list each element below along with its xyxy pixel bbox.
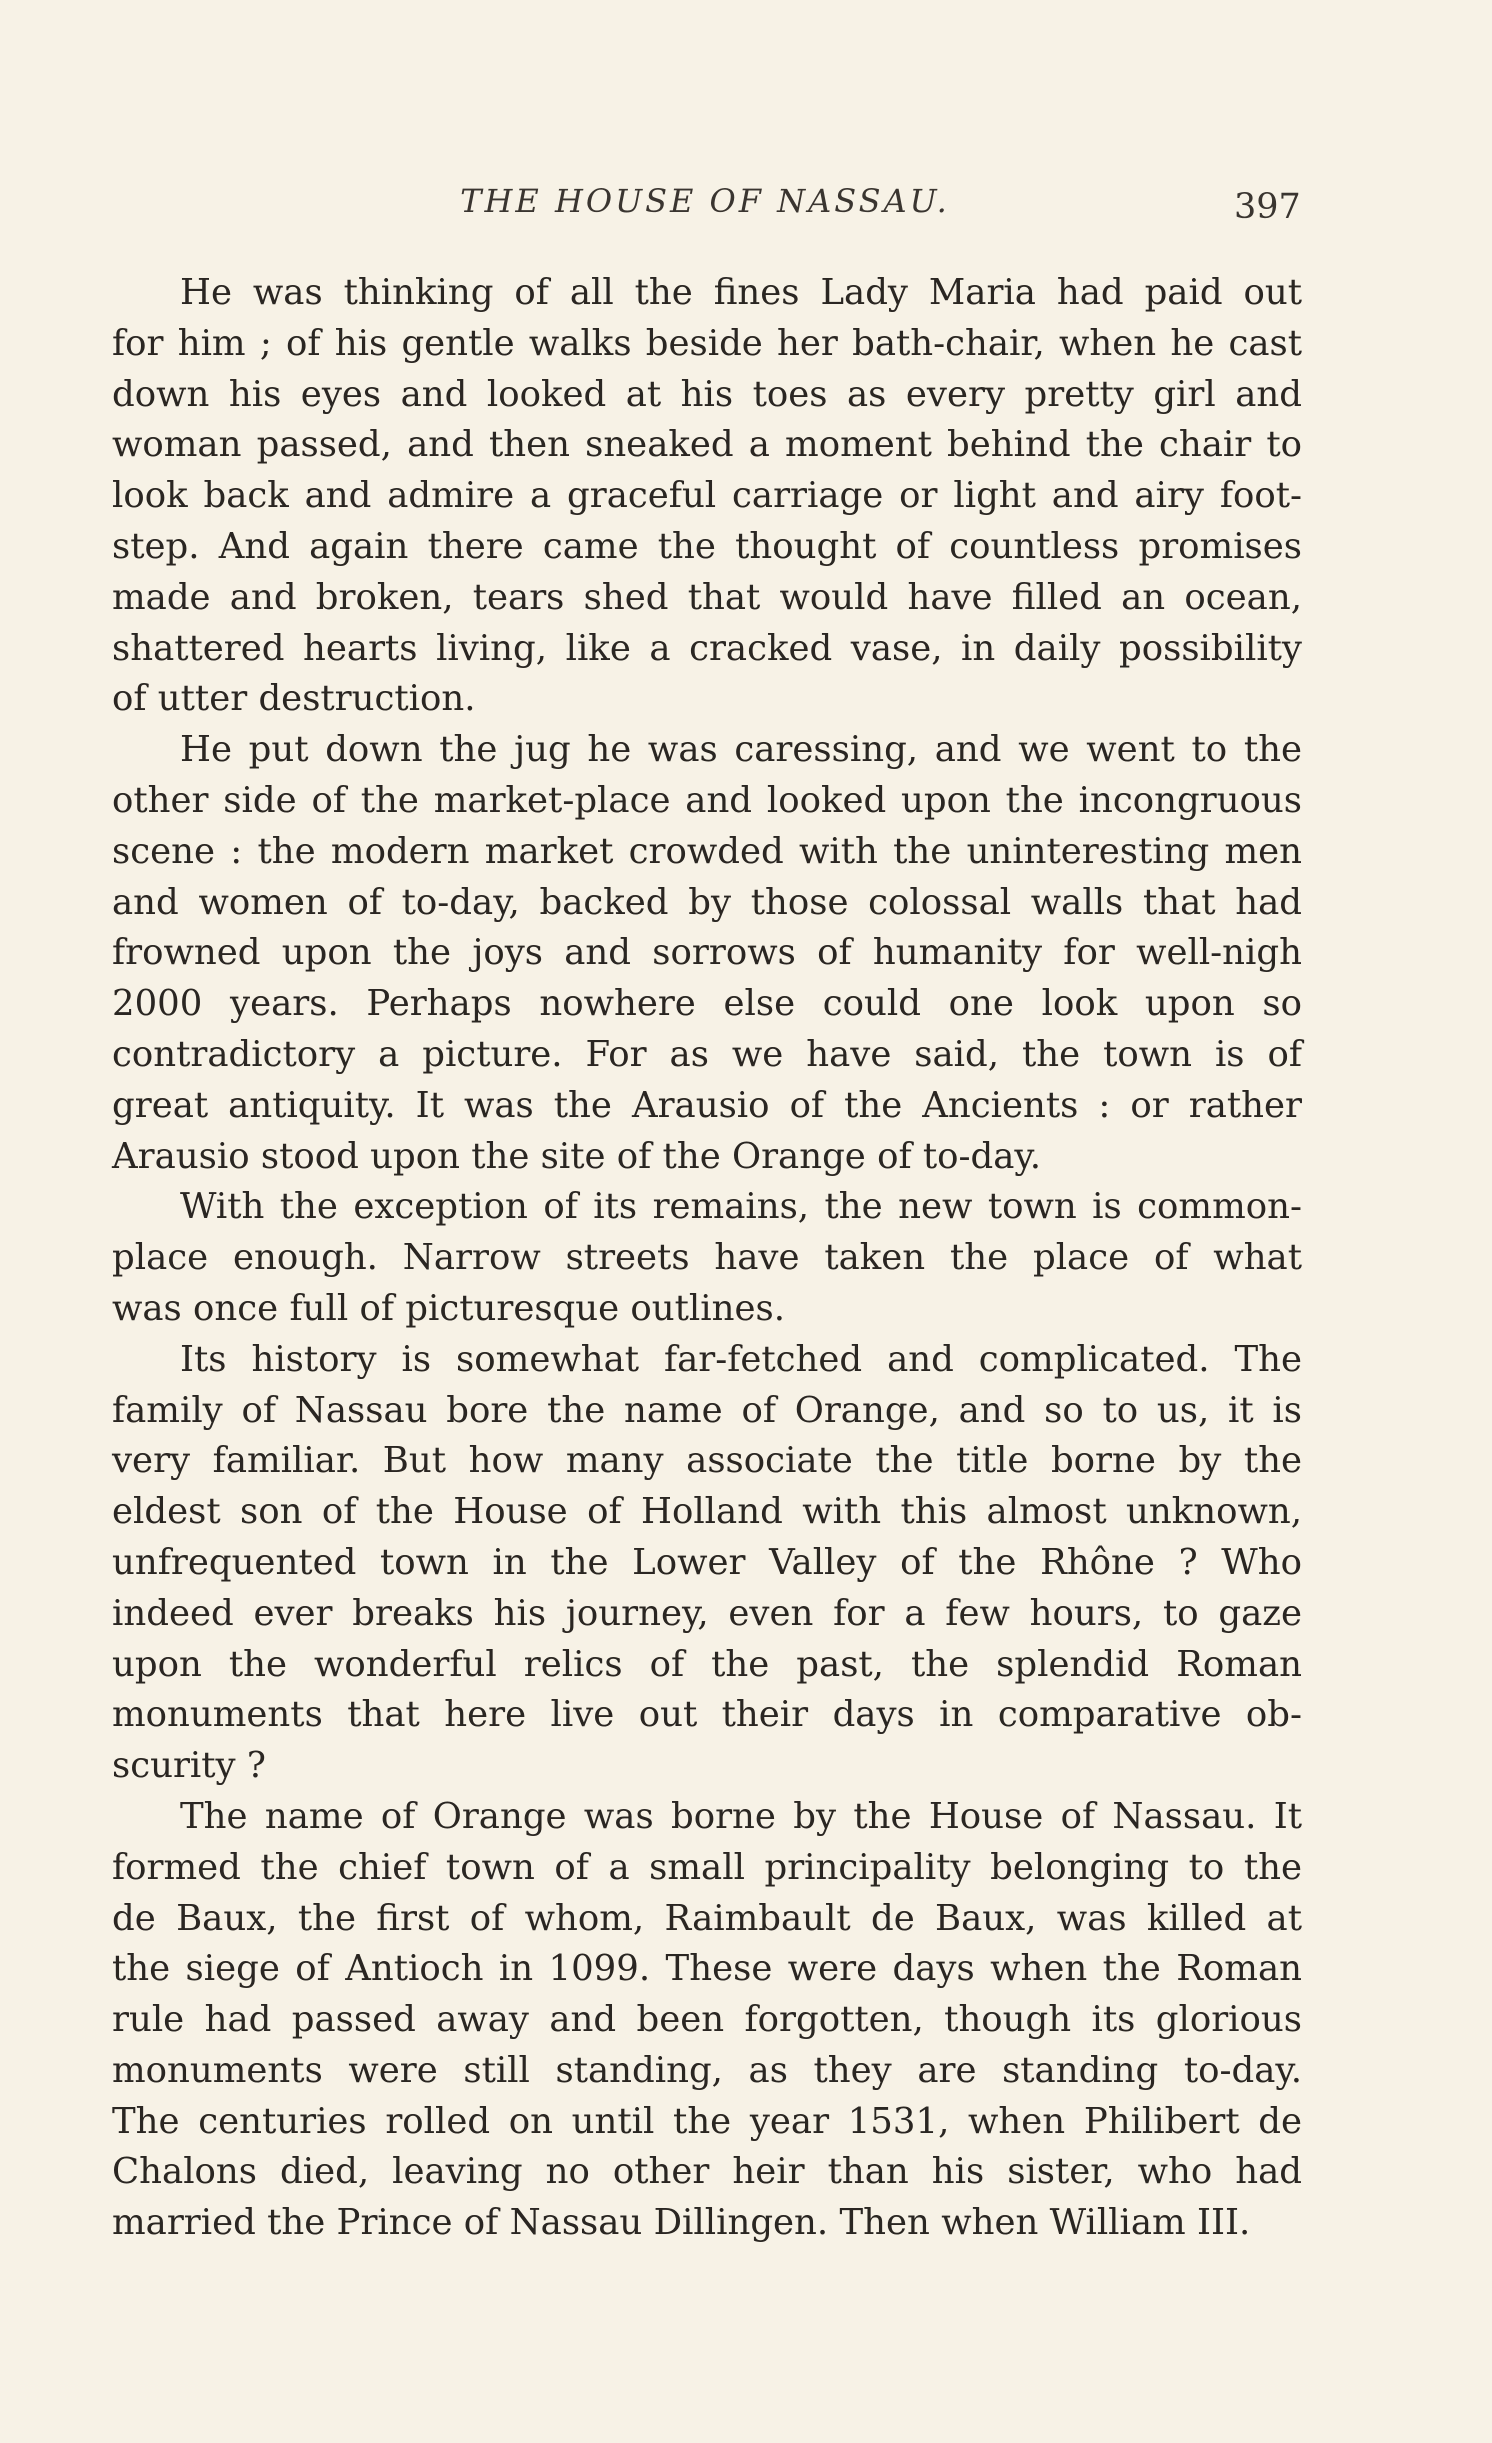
text-line: family of Nassau bore the name of Orange, and so to us, it is [112,1389,1302,1431]
text-line: and women of to-day, backed by those colossal walls that had [112,881,1302,923]
text-line: look back and admire a graceful carriage or light and airy foot- [112,475,1302,517]
text-line: He was thinking of all the fines Lady Maria had paid out [180,272,1302,313]
text-line: Chalons died, leaving no other heir than his sister, who had [112,2151,1302,2193]
text-line: monuments were still standing, as they are standing to-day. [112,2049,1302,2091]
text-line: He put down the jug he was caressing, and we went to the [180,729,1302,771]
text-line: step. And again there came the thought of countless promises [112,525,1302,567]
text-line: eldest son of the House of Holland with this almost unknown, [112,1491,1302,1533]
text-line: scurity ? [112,1745,266,1787]
text-line: great antiquity. It was the Arausio of the Ancients : or rather [112,1084,1302,1126]
text-line: Its history is somewhat far-fetched and complicated. The [180,1338,1302,1380]
text-line: was once full of picturesque outlines. [112,1287,786,1329]
text-line: of utter destruction. [112,678,476,720]
text-line: for him ; of his gentle walks beside her bath-chair, when he cast [112,322,1302,364]
text-line: contradictory a picture. For as we have said, the town is of [112,1033,1302,1075]
text-line: woman passed, and then sneaked a moment behind the chair to [112,424,1302,466]
text-line: indeed ever breaks his journey, even for a few hours, to gaze [112,1592,1302,1634]
text-line: With the exception of its remains, the new town is common- [180,1186,1302,1228]
text-line: shattered hearts living, like a cracked vase, in daily possibility [112,627,1302,669]
text-line: de Baux, the first of whom, Raimbault de Baux, was killed at [112,1897,1302,1939]
text-line: The name of Orange was borne by the House of Nassau. It [180,1795,1302,1837]
text-line: frowned upon the joys and sorrows of humanity for well-nigh [112,932,1302,974]
text-line: rule had passed away and been forgotten, though its glorious [112,1999,1302,2041]
text-line: made and broken, tears shed that would have filled an ocean, [112,576,1302,618]
text-line: unfrequented town in the Lower Valley of the Rhône ? Who [112,1541,1302,1583]
page-number: 397 [1234,187,1301,227]
text-line: formed the chief town of a small principality belonging to the [112,1846,1302,1888]
text-line: 2000 years. Perhaps nowhere else could one look upon so [112,983,1302,1025]
text-line: very familiar. But how many associate the title borne by the [112,1440,1302,1482]
text-line: other side of the market-place and looked upon the incongruous [112,779,1302,821]
text-line: The centuries rolled on until the year 1531, when Philibert de [112,2100,1302,2142]
body-text [112,268,1302,2249]
running-title: THE HOUSE OF NASSAU. [460,182,950,220]
text-line: the siege of Antioch in 1099. These were days when the Roman [112,1948,1302,1990]
text-line: down his eyes and looked at his toes as every pretty girl and [112,373,1302,415]
text-line: upon the wonderful relics of the past, the splendid Roman [112,1643,1302,1685]
text-line: scene : the modern market crowded with the uninteresting men [112,830,1302,872]
text-line: monuments that here live out their days in comparative ob- [112,1694,1302,1736]
text-line: place enough. Narrow streets have taken the place of what [112,1237,1302,1279]
text-line: married the Prince of Nassau Dillingen. Then when William III. [112,2202,1251,2244]
text-line: Arausio stood upon the site of the Orange of to-day. [112,1135,1042,1177]
